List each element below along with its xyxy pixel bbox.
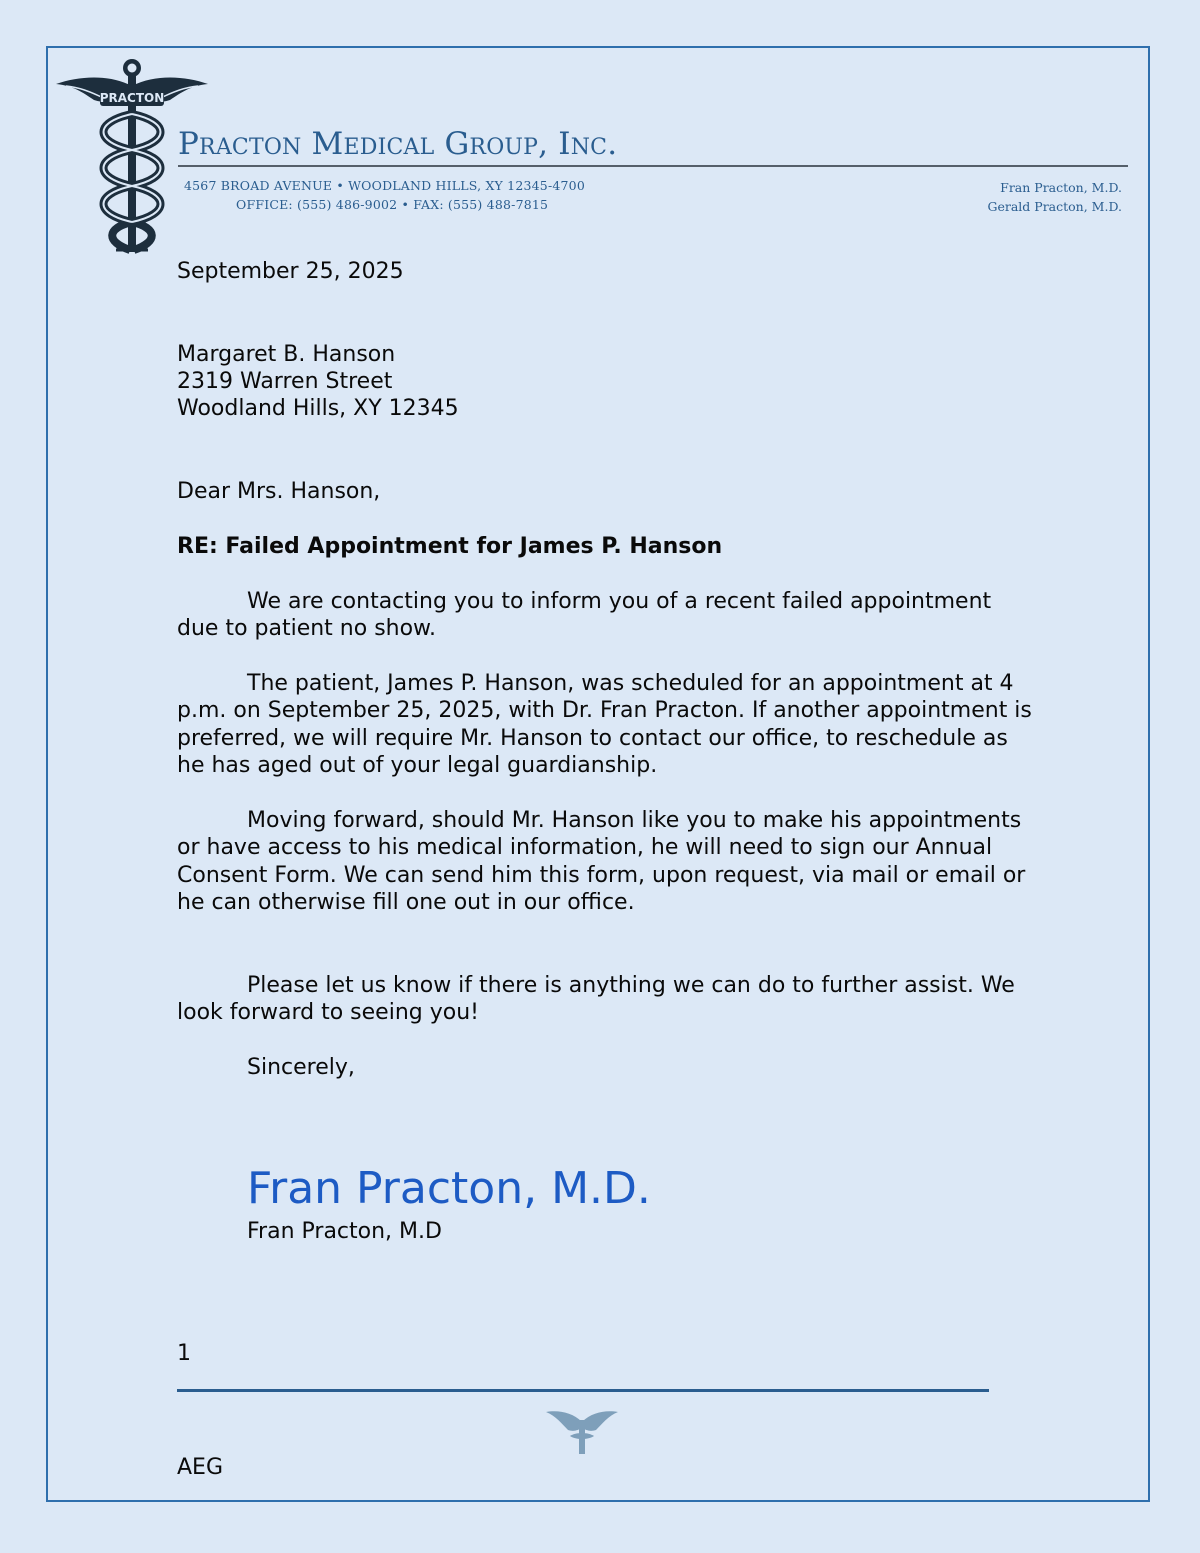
doctor-list: [988, 178, 1123, 216]
logo-banner-text: PRACTON: [99, 91, 165, 105]
recipient-street: 2319 Warren Street: [177, 369, 393, 394]
salutation: Dear Mrs. Hanson,: [177, 479, 381, 504]
closing: Sincerely,: [247, 1055, 355, 1080]
signature-printed-name: Fran Practon, M.D: [247, 1219, 442, 1244]
letter-date: September 25, 2025: [177, 259, 404, 284]
body-paragraph: [177, 972, 1037, 1027]
paragraph-text: The patient, James P. Hanson, was scheduled for an appointment at 4 p.m. on September 25, 2025, with Dr. Fran Practon. If another appointment is preferred, we will require Mr. Hanson to contact our office, to reschedule as he has aged out of your legal guardianship.: [177, 671, 1032, 778]
author-initials: AEG: [177, 1455, 223, 1480]
paragraph-text: Please let us know if there is anything we can do to further assist. We look forward to seeing you!: [177, 973, 1015, 1026]
winged-staff-icon: [546, 1406, 618, 1456]
header-divider: [178, 165, 1128, 167]
body-paragraph: [177, 807, 1037, 916]
page-number: 1: [177, 1341, 191, 1366]
company-phone-fax: OFFICE: (555) 486-9002 • FAX: (555) 488-7815: [236, 197, 549, 212]
company-name: Practon Medical Group, Inc.: [178, 126, 618, 162]
footer-divider: [177, 1389, 989, 1392]
signature: Fran Practon, M.D.: [247, 1163, 651, 1214]
paragraph-text: Moving forward, should Mr. Hanson like you to make his appointments or have access to his medical information, he will need to sign our Annual Consent Form. We can send him this form, upon request, via mail or email or he can otherwise fill one out in our office.: [177, 808, 1026, 915]
recipient-city: Woodland Hills, XY 12345: [177, 396, 459, 421]
doctor-name: Fran Practon, M.D.: [1000, 180, 1122, 195]
body-paragraph: [177, 670, 1037, 779]
paragraph-text: We are contacting you to inform you of a recent failed appointment due to patient no show.: [177, 589, 992, 642]
body-paragraph: [177, 588, 1037, 643]
subject-line: RE: Failed Appointment for James P. Hanson: [177, 534, 723, 559]
company-address: 4567 BROAD AVENUE • WOODLAND HILLS, XY 12345-4700: [184, 178, 585, 193]
recipient-name: Margaret B. Hanson: [177, 342, 396, 367]
doctor-name: Gerald Practon, M.D.: [987, 199, 1122, 214]
